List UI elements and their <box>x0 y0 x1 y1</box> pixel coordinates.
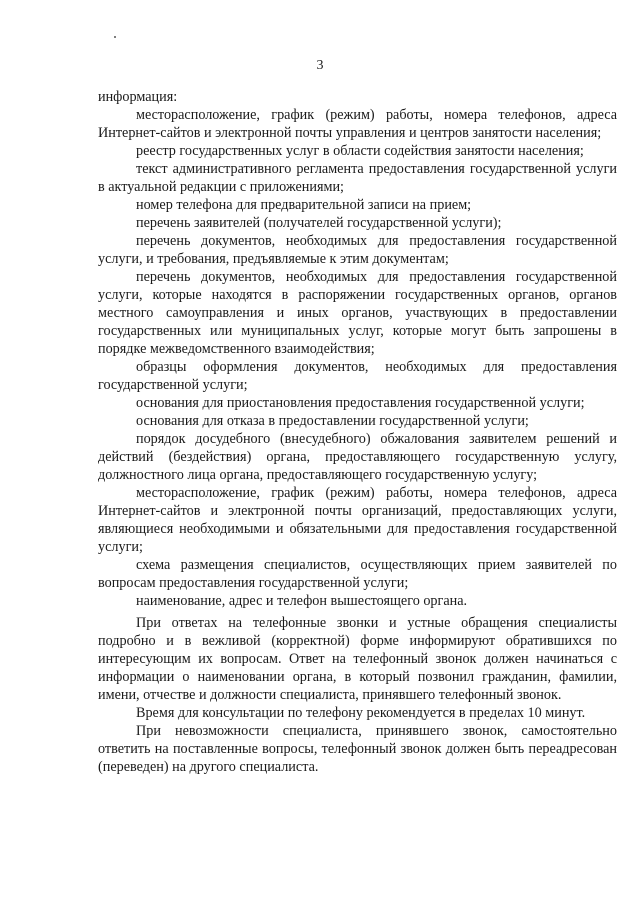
list-item: порядок досудебного (внесудебного) обжалования заявителем решений и действий (бездействия) органа, предоставляющего государственную услугу, должностного лица органа, предоставляющего государственную услугу; <box>98 431 617 483</box>
list-item: перечень заявителей (получателей государственной услуги); <box>136 215 502 231</box>
list-item: схема размещения специалистов, осуществляющих прием заявителей по вопросам предоставления государственной услуги; <box>98 557 617 591</box>
paragraph: информация: <box>98 89 178 105</box>
paragraph: Время для консультации по телефону рекомендуется в пределах 10 минут. <box>136 705 586 721</box>
list-item: месторасположение, график (режим) работы, номера телефонов, адреса Интернет-сайтов и электронной почты управления и центров занятости населения; <box>98 107 617 141</box>
list-item: основания для приостановления предоставления государственной услуги; <box>136 395 585 411</box>
list-item: номер телефона для предварительной записи на прием; <box>136 197 472 213</box>
list-item: основания для отказа в предоставлении государственной услуги; <box>136 413 529 429</box>
page-number: 3 <box>316 58 324 73</box>
paragraph: При ответах на телефонные звонки и устные обращения специалисты подробно и в вежливой (корректной) форме информируют обратившихся по интересующим их вопросам. Ответ на телефонный звонок должен начинаться с информации о наименовании органа, в который позвонил гражданин, фамилии, имени, отчестве и должности специалиста, принявшего телефонный звонок. <box>98 615 617 703</box>
list-item: реестр государственных услуг в области содействия занятости населения; <box>136 143 584 159</box>
list-item: наименование, адрес и телефон вышестоящего органа. <box>136 593 468 609</box>
list-item: перечень документов, необходимых для предоставления государственной услуги, и требования, предъявляемые к этим документам; <box>98 233 617 267</box>
list-item: месторасположение, график (режим) работы, номера телефонов, адреса Интернет-сайтов и электронной почты организаций, предоставляющих услуги, являющиеся необходимыми и обязательными для предоставления государственной услуги; <box>98 485 617 555</box>
list-item: образцы оформления документов, необходимых для предоставления государственной услуги; <box>98 359 617 393</box>
list-item: перечень документов, необходимых для предоставления государственной услуги, которые находятся в распоряжении государственных органов, органов местного самоуправления и иных органов, участвующих в предоставлении государственных или муниципальных услуг, которые могут быть запрошены в порядке межведомственного взаимодействия; <box>98 269 617 357</box>
document-body <box>98 88 617 776</box>
list-item: текст административного регламента предоставления государственной услуги в актуальной редакции с приложениями; <box>98 161 617 195</box>
scan-dot <box>114 36 116 38</box>
paragraph: При невозможности специалиста, принявшего звонок, самостоятельно ответить на поставленные вопросы, телефонный звонок должен быть переадресован (переведен) на другого специалиста. <box>98 723 617 775</box>
